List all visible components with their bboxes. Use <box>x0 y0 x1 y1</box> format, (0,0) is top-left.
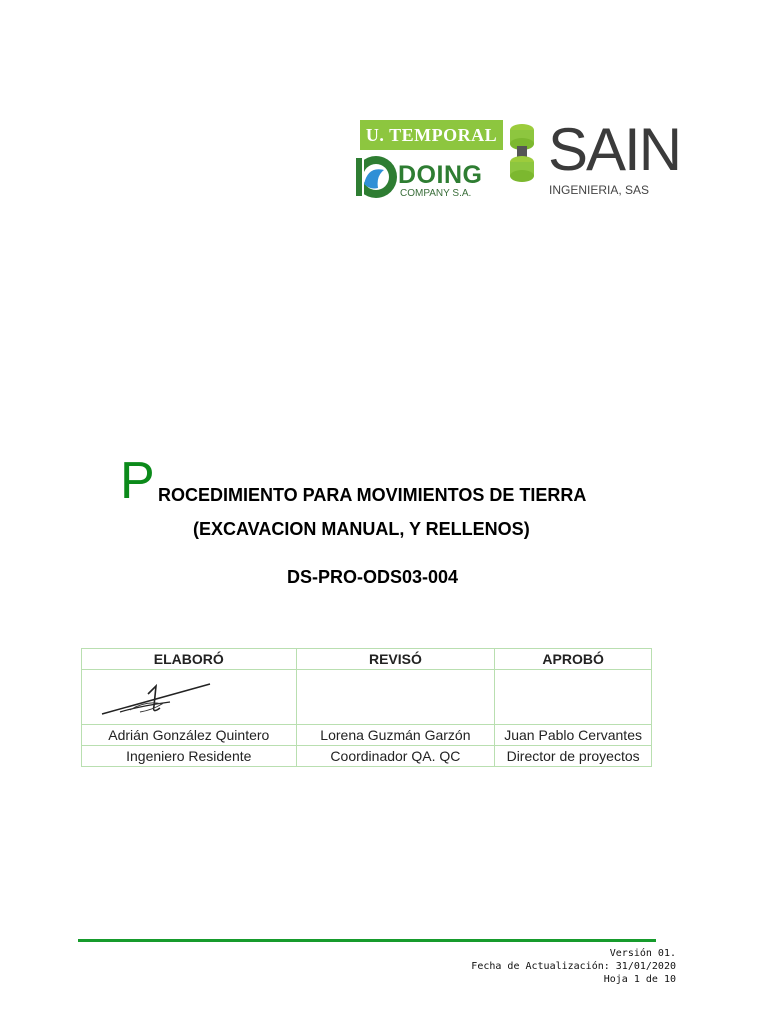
temporal-badge: U. TEMPORAL <box>360 120 503 150</box>
approvals-header-row <box>82 649 652 670</box>
header-logos <box>352 116 681 208</box>
doing-subtitle: COMPANY S.A. <box>400 188 472 199</box>
signature-row <box>82 670 652 725</box>
footer-updated: Fecha de Actualización: 31/01/2020 <box>471 961 676 972</box>
signature-cell-elaboro <box>82 670 297 725</box>
title-line-1-text: ROCEDIMIENTO PARA MOVIMIENTOS DE TIERRA <box>158 485 587 505</box>
header-elaboro: ELABORÓ <box>82 649 297 670</box>
document-title <box>80 452 688 587</box>
doing-logo-icon <box>354 154 398 200</box>
role-elaboro: Ingeniero Residente <box>82 746 297 767</box>
header-reviso: REVISÓ <box>296 649 495 670</box>
document-code: DS-PRO-ODS03-004 <box>287 567 459 587</box>
names-row <box>82 725 652 746</box>
signature-cell-aprobo <box>495 670 652 725</box>
roles-row <box>82 746 652 767</box>
header-aprobo: APROBÓ <box>495 649 652 670</box>
title-line-2: (EXCAVACION MANUAL, Y RELLENOS) <box>193 519 530 539</box>
footer-page: Hoja 1 de 10 <box>603 974 676 985</box>
signature-cell-reviso <box>296 670 495 725</box>
doing-name: DOING <box>398 161 483 189</box>
role-reviso: Coordinador QA. QC <box>296 746 495 767</box>
footer-divider <box>78 939 656 942</box>
title-line-1 <box>80 452 688 512</box>
approvals-table <box>81 648 652 767</box>
footer-version: Versión 01. <box>609 948 676 959</box>
title-initial: P <box>120 452 155 510</box>
sain-subtitle: INGENIERIA, SAS <box>549 183 650 197</box>
footer-info <box>471 947 676 986</box>
name-reviso: Lorena Guzmán Garzón <box>296 725 495 746</box>
sain-name: SAIN <box>548 116 681 183</box>
role-aprobo: Director de proyectos <box>495 746 652 767</box>
name-elaboro: Adrián González Quintero <box>82 725 297 746</box>
signature-image <box>100 676 216 720</box>
sain-logo-icon <box>508 122 536 186</box>
name-aprobo: Juan Pablo Cervantes <box>495 725 652 746</box>
